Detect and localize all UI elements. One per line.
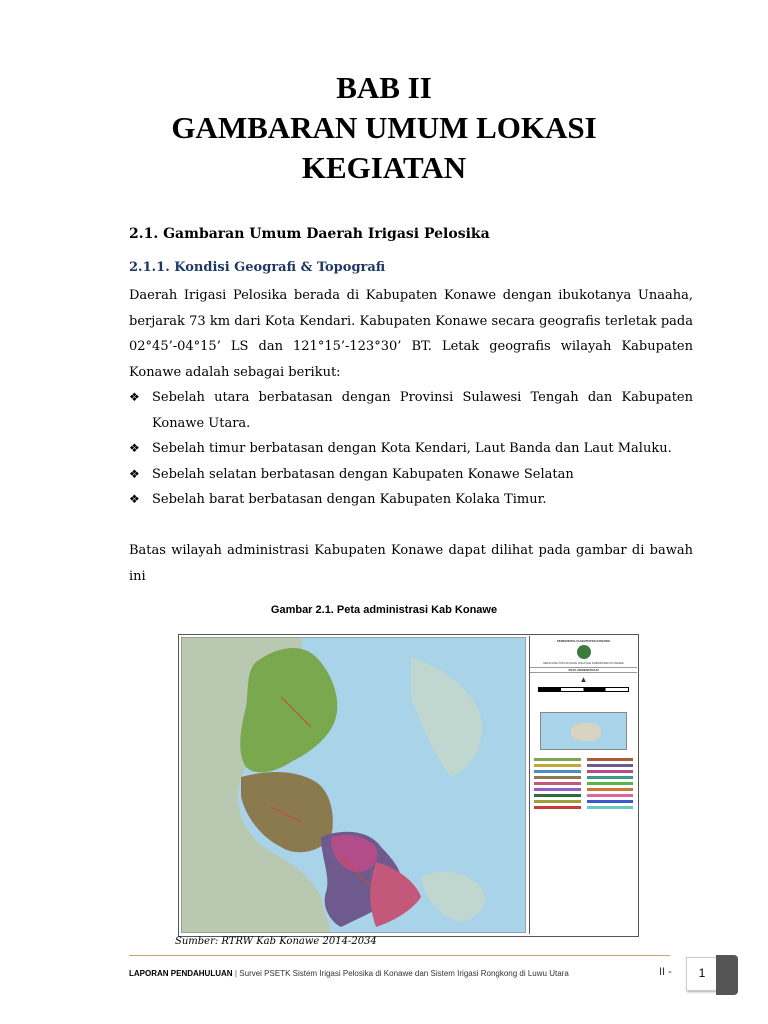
footer-rule [129, 955, 670, 956]
chapter-title-line-2: KEGIATAN [301, 150, 467, 185]
figure-source: Sumber: RTRW Kab Konawe 2014-2034 [175, 936, 377, 947]
footer-text [129, 969, 569, 978]
diamond-bullet-icon: ❖ [129, 466, 140, 481]
list-item [129, 385, 693, 436]
administrative-map-figure [178, 634, 639, 937]
legend-subtitle: RENCANA TATA RUANG WILAYAH KABUPATEN KONAWE [543, 661, 624, 665]
list-item-text: Sebelah selatan berbatasan dengan Kabupaten Konawe Selatan [152, 466, 574, 482]
list-item [129, 436, 693, 462]
footer-title: LAPORAN PENDAHULUAN [129, 969, 233, 978]
subsection-heading: 2.1.1. Kondisi Geografi & Topografi [129, 260, 386, 275]
scale-bar [538, 687, 629, 692]
figure-caption: Gambar 2.1. Peta administrasi Kab Konawe [270, 604, 498, 616]
chapter-title-line-1: GAMBARAN UMUM LOKASI [171, 110, 597, 145]
intro-paragraph: Daerah Irigasi Pelosika berada di Kabupaten Konawe dengan ibukotanya Unaaha, berjarak 73 km dari Kota Kendari. Kabupaten Konawe secara geografis terletak pada 02°45’-04°15’ LS dan 121°15’-123°30’ BT. Letak geografis wilayah Kabupaten Konawe adalah sebagai berikut: [129, 288, 693, 380]
diamond-bullet-icon: ❖ [129, 441, 140, 455]
page-number-box [686, 957, 718, 991]
legend-color-swatches [534, 758, 633, 809]
page-number: 1 [698, 966, 706, 980]
map-image [181, 637, 526, 933]
diamond-bullet-icon: ❖ [129, 390, 140, 404]
list-item-text: Sebelah timur berbatasan dengan Kota Kendari, Laut Banda dan Laut Maluku. [152, 441, 672, 456]
diamond-bullet-icon: ❖ [129, 492, 140, 506]
list-item [129, 462, 693, 488]
map-legend [529, 636, 637, 934]
chapter-number: BAB II [336, 70, 432, 105]
legend-map-title: PETA ADMINISTRASI [530, 667, 637, 673]
footer-separator: | [234, 969, 238, 978]
page-tab-decoration [716, 955, 738, 995]
section-heading: 2.1. Gambaran Umum Daerah Irigasi Pelosika [129, 226, 490, 242]
legend-emblem [577, 645, 591, 659]
legend-title: PEMERINTAH KABUPATEN KONAWE [556, 639, 611, 643]
list-item-text: Sebelah utara berbatasan dengan Provinsi Sulawesi Tengah dan Kabupaten Konawe Utara. [152, 390, 693, 431]
inset-map [540, 712, 627, 750]
list-item [129, 487, 693, 513]
page-label: II - [659, 966, 672, 978]
north-arrow-icon: ▲ [579, 675, 588, 684]
boundary-list [129, 385, 693, 513]
footer-subtitle: Survei PSETK Sistem Irigasi Pelosika di Konawe dan Sistem Irigasi Rongkong di Luwu Utara [239, 969, 569, 978]
list-item-text: Sebelah barat berbatasan dengan Kabupaten Kolaka Timur. [152, 492, 547, 507]
map-intro-paragraph: Batas wilayah administrasi Kabupaten Konawe dapat dilihat pada gambar di bawah ini [129, 543, 693, 584]
